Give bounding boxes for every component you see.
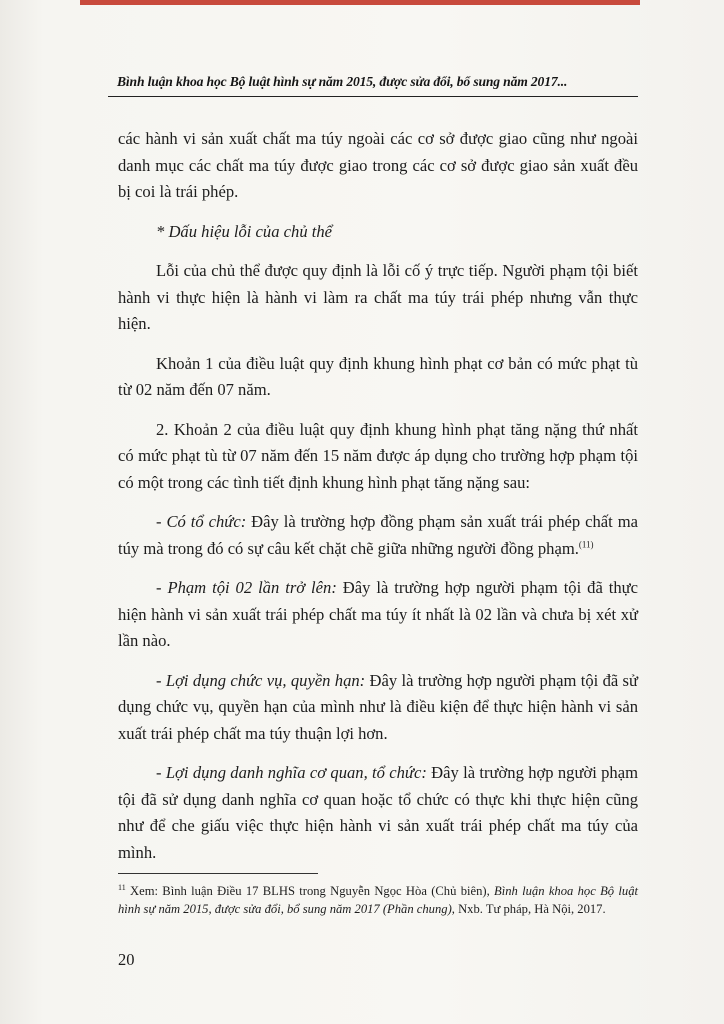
footnote-book-title: Bình luận khoa học Bộ luật hình sự năm 2015, được sửa đổi, bổ sung năm 2017 (Phần chung) [118, 884, 638, 916]
list-body: Đây là trường hợp người phạm tội đã sử dụng chức vụ, quyền hạn của mình như là điều kiện để thực hiện hành vi sản xuất trái phép chất ma túy thuận lợi hơn. [118, 670, 638, 743]
list-lead: - Lợi dụng danh nghĩa cơ quan, tổ chức: [156, 763, 427, 782]
running-head: Bình luận khoa học Bộ luật hình sự năm 2015, được sửa đổi, bổ sung năm 2017... [117, 74, 568, 89]
paragraph: Khoản 1 của điều luật quy định khung hình phạt cơ bản có mức phạt tù từ 02 năm đến 07 năm. [118, 353, 638, 399]
page-number: 20 [118, 950, 135, 969]
footnote-publisher: , Nxb. Tư pháp, Hà Nội, 2017. [451, 901, 606, 916]
header-rule [108, 96, 638, 97]
list-lead: - Có tổ chức: [156, 512, 247, 531]
list-paragraph [118, 575, 638, 655]
footnote-rule [118, 873, 318, 874]
top-accent-rule [80, 0, 640, 5]
footnote-marker: 11 [118, 882, 126, 892]
paragraph: Lỗi của chủ thể được quy định là lỗi cố ý trực tiếp. Người phạm tội biết hành vi thực hiện là hành vi làm ra chất ma túy trái phép nhưng vẫn thực hiện. [118, 261, 638, 333]
list-lead: - Phạm tội 02 lần trở lên: [156, 578, 337, 597]
list-paragraph [118, 509, 638, 562]
list-body: Đây là trường hợp người phạm tội đã thực hiện hành vi sản xuất trái phép chất ma túy ít nhất là 02 lần và chưa bị xét xử lần nào. [118, 578, 638, 650]
footnote-text: Xem: Bình luận Điều 17 BLHS trong Nguyễn Ngọc Hòa (Chủ biên), [125, 884, 495, 898]
footnote [118, 883, 638, 918]
section-heading: * Dấu hiệu lỗi của chủ thể [156, 221, 333, 241]
list-paragraph [118, 668, 638, 748]
list-body: Đây là trường hợp người phạm tội đã sử dụng danh nghĩa cơ quan hoặc tổ chức có thực khi thực hiện cũng như để che giấu việc thực hiện hành vi sản xuất trái phép chất ma túy của mình. [118, 763, 639, 862]
footnote-reference[interactable]: (11) [578, 538, 594, 549]
paragraph: 2. Khoản 2 của điều luật quy định khung hình phạt tăng nặng thứ nhất có mức phạt tù từ 07 năm đến 15 năm được áp dụng cho trường hợp phạm tội có một trong các tình tiết định khung hình phạt tăng nặng sau: [118, 419, 638, 492]
paragraph-continuation: các hành vi sản xuất chất ma túy ngoài các cơ sở được giao cũng như ngoài danh mục các chất ma túy được giao trong các cơ sở được giao sản xuất đều bị coi là trái phép. [118, 129, 638, 201]
list-lead: - Lợi dụng chức vụ, quyền hạn: [156, 670, 366, 690]
body-text [118, 126, 638, 879]
list-paragraph [118, 760, 638, 866]
list-body: Đây là trường hợp đồng phạm sản xuất trái phép chất ma túy mà trong đó có sự câu kết chặt chẽ giữa những người đồng phạm. [118, 512, 638, 558]
